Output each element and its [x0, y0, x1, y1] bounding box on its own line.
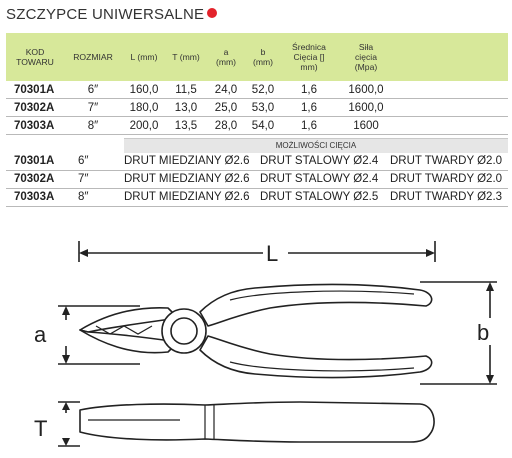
arrow-down-icon: [62, 438, 70, 446]
arrow-left-icon: [79, 249, 88, 257]
pivot-center: [171, 318, 197, 344]
cell-size: 8″: [64, 117, 122, 135]
cell-hard-wire: DRUT TWARDY Ø2.0: [390, 153, 508, 171]
header-text: T (mm): [172, 52, 200, 62]
title-text: SZCZYPCE UNIWERSALNE: [6, 6, 205, 23]
cell-copper-wire: DRUT MIEDZIANY Ø2.6: [124, 153, 260, 171]
cell-size: 7″: [64, 170, 124, 188]
cell-size: 8″: [64, 188, 124, 206]
cell-t: 11,5: [166, 81, 206, 99]
cell-t: 13,0: [166, 99, 206, 117]
pliers-side-view: [80, 402, 434, 442]
header-text: L (mm): [130, 52, 158, 62]
arrow-right-icon: [426, 249, 435, 257]
cell-b: 52,0: [246, 81, 280, 99]
cell-l: 160,0: [122, 81, 166, 99]
cell-sila: 1600,0: [338, 99, 394, 117]
cell-size: 6″: [64, 81, 122, 99]
dimension-label-l: L: [266, 241, 279, 266]
cell-size: 7″: [64, 99, 122, 117]
arrow-down-icon: [486, 375, 494, 384]
cell-code: 70303A: [6, 117, 64, 135]
cell-copper-wire: DRUT MIEDZIANY Ø2.6: [124, 188, 260, 206]
header-text: ROZMIAR: [73, 52, 113, 62]
cutting-header: MOŻLIWOŚCI CIĘCIA: [124, 139, 508, 153]
cell-srednica: 1,6: [280, 99, 338, 117]
cell-sila: 1600,0: [338, 81, 394, 99]
cell-l: 180,0: [122, 99, 166, 117]
cell-hard-wire: DRUT TWARDY Ø2.0: [390, 170, 508, 188]
cell-a: 25,0: [206, 99, 246, 117]
cell-b: 54,0: [246, 117, 280, 135]
header-text: b (mm): [252, 47, 274, 67]
header-text: Siła cięcia (Mpa): [354, 42, 378, 72]
arrow-down-icon: [62, 355, 70, 364]
arrow-up-icon: [486, 282, 494, 291]
cell-code: 70301A: [6, 153, 64, 171]
cell-a: 24,0: [206, 81, 246, 99]
cell-code: 70302A: [6, 99, 64, 117]
header-text: a (mm): [215, 47, 237, 67]
cell-code: 70303A: [6, 188, 64, 206]
dimension-label-a: a: [34, 322, 47, 347]
cell-steel-wire: DRUT STALOWY Ø2.5: [260, 188, 390, 206]
cell-hard-wire: DRUT TWARDY Ø2.3: [390, 188, 508, 206]
cell-code: 70302A: [6, 170, 64, 188]
arrow-up-icon: [62, 306, 70, 315]
cell-steel-wire: DRUT STALOWY Ø2.4: [260, 153, 390, 171]
cell-srednica: 1,6: [280, 117, 338, 135]
cell-b: 53,0: [246, 99, 280, 117]
cell-t: 13,5: [166, 117, 206, 135]
header-text: Średnica Cięcia [] mm): [292, 42, 326, 72]
cell-srednica: 1,6: [280, 81, 338, 99]
arrow-up-icon: [62, 402, 70, 410]
lower-handle: [200, 336, 432, 378]
dimension-label-b: b: [477, 320, 490, 345]
cell-copper-wire: DRUT MIEDZIANY Ø2.6: [124, 170, 260, 188]
cell-steel-wire: DRUT STALOWY Ø2.4: [260, 170, 390, 188]
side-profile: [80, 402, 434, 442]
cell-code: 70301A: [6, 81, 64, 99]
upper-handle: [200, 285, 432, 327]
dimension-label-t: T: [34, 416, 48, 441]
header-text: KOD TOWARU: [16, 47, 54, 67]
cell-a: 28,0: [206, 117, 246, 135]
cell-sila: 1600: [338, 117, 394, 135]
cell-l: 200,0: [122, 117, 166, 135]
cell-size: 6″: [64, 153, 124, 171]
